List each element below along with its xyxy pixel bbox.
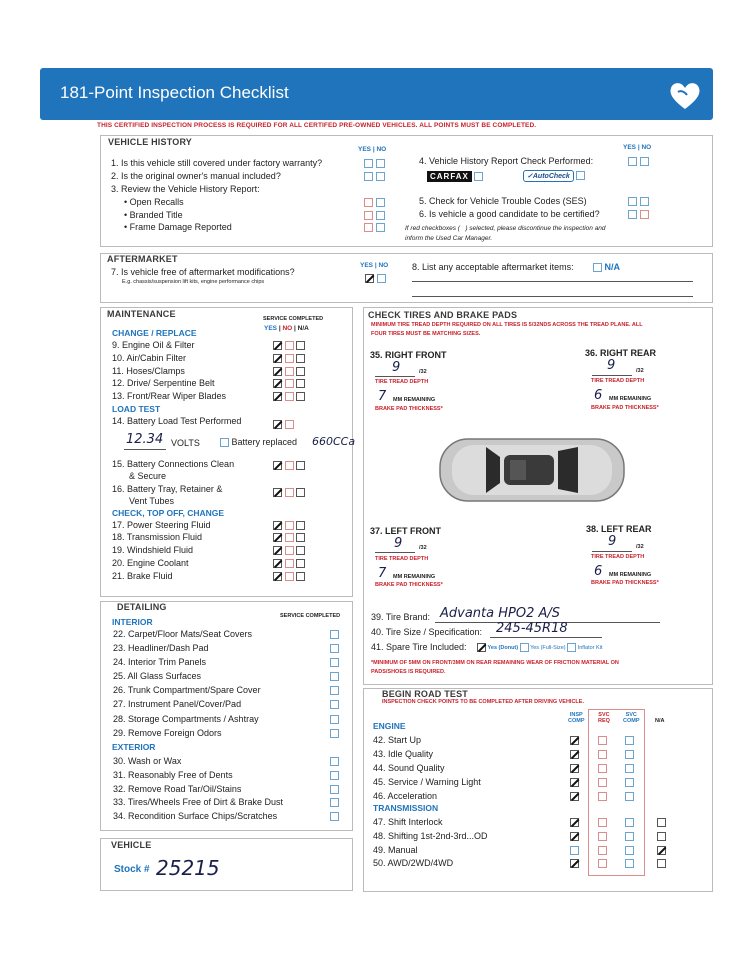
item18-no[interactable] bbox=[285, 533, 294, 542]
detail-item-34: 34. Recondition Surface Chips/Scratches bbox=[113, 811, 278, 821]
maint-na-header: N/A bbox=[297, 325, 309, 332]
rf-ttd-label: TIRE TREAD DEPTH bbox=[375, 379, 429, 385]
svc-comp-header-2: COMP bbox=[623, 718, 640, 724]
maint-service-completed: SERVICE COMPLETED bbox=[263, 316, 324, 322]
item42-svccomp[interactable] bbox=[625, 736, 634, 745]
item18-yes[interactable] bbox=[273, 533, 282, 542]
rt-item-49: 49. Manual bbox=[373, 845, 418, 855]
red-note-line1: If red checkboxes ( ) selected, please discontinue the inspection and bbox=[405, 225, 606, 232]
tire-size-value[interactable]: 245-45R18 bbox=[496, 621, 568, 636]
spare-full-label: Yes (Full-Size) bbox=[530, 644, 566, 651]
item45-insp[interactable] bbox=[570, 778, 579, 787]
item29-checkbox[interactable] bbox=[330, 729, 339, 738]
item11-no[interactable] bbox=[285, 367, 294, 376]
rf-mm: MM REMAINING bbox=[393, 397, 436, 403]
detail-item-28: 28. Storage Compartments / Ashtray bbox=[113, 714, 259, 724]
road-test-heading: BEGIN ROAD TEST bbox=[382, 689, 469, 699]
item25-checkbox[interactable] bbox=[330, 672, 339, 681]
rt-item-45: 45. Service / Warning Light bbox=[373, 777, 481, 787]
lf-mm: MM REMAINING bbox=[393, 574, 436, 580]
item14-yes[interactable] bbox=[273, 420, 282, 429]
item9-yes[interactable] bbox=[273, 341, 282, 350]
item44-svcreq[interactable] bbox=[598, 764, 607, 773]
q8-label: 8. List any acceptable aftermarket items: bbox=[412, 262, 574, 272]
lf-tread-value[interactable]: 9 bbox=[394, 536, 403, 551]
q1-label: 1. Is this vehicle still covered under factory warranty? bbox=[111, 158, 323, 168]
rf-brake-value[interactable]: 7 bbox=[378, 389, 387, 404]
item44-svccomp[interactable] bbox=[625, 764, 634, 773]
lf-tread-line bbox=[375, 552, 415, 553]
item48-svcreq[interactable] bbox=[598, 832, 607, 841]
item27-checkbox[interactable] bbox=[330, 700, 339, 709]
q39-label: 39. Tire Brand: bbox=[371, 612, 431, 622]
q8-na-checkbox[interactable] bbox=[593, 263, 602, 272]
item19-na[interactable] bbox=[296, 546, 305, 555]
insp-header: INSP bbox=[569, 712, 583, 718]
lr-of32: /32 bbox=[636, 544, 644, 550]
aftermarket-heading: AFTERMARKET bbox=[107, 254, 178, 264]
maint-item-16: 16. Battery Tray, Retainer & bbox=[112, 484, 223, 494]
q4-no-checkbox[interactable] bbox=[640, 157, 649, 166]
detail-item-33: 33. Tires/Wheels Free of Dirt & Brake Dust bbox=[113, 797, 284, 807]
item43-svcreq[interactable] bbox=[598, 750, 607, 759]
heart-logo-icon bbox=[667, 78, 703, 114]
certification-warning: THIS CERTIFIED INSPECTION PROCESS IS REQUIRED FOR ALL CERTIFED PRE-OWNED VEHICLES. ALL POINTS MUST BE COMPLETED. bbox=[97, 122, 537, 129]
lr-bpt-label: BRAKE PAD THICKNESS* bbox=[591, 580, 659, 586]
item14-no[interactable] bbox=[285, 420, 294, 429]
no-header: NO bbox=[376, 146, 387, 153]
transmission-heading: TRANSMISSION bbox=[373, 803, 439, 813]
detail-item-22: 22. Carpet/Floor Mats/Seat Covers bbox=[113, 629, 253, 639]
item42-svcreq[interactable] bbox=[598, 736, 607, 745]
q7-yes-checkbox[interactable] bbox=[365, 274, 374, 283]
maint-item-19: 19. Windshield Fluid bbox=[112, 545, 194, 555]
rt-item-48: 48. Shifting 1st-2nd-3rd...OD bbox=[373, 831, 488, 841]
item49-svccomp[interactable] bbox=[625, 846, 634, 855]
lf-of32: /32 bbox=[419, 545, 427, 551]
rf-tread-value[interactable]: 9 bbox=[392, 360, 401, 375]
item10-yes[interactable] bbox=[273, 354, 282, 363]
rr-bpt-label: BRAKE PAD THICKNESS* bbox=[591, 405, 659, 411]
right-rear-label: 36. RIGHT REAR bbox=[585, 348, 657, 358]
maint-item-21: 21. Brake Fluid bbox=[112, 571, 173, 581]
item19-no[interactable] bbox=[285, 546, 294, 555]
maint-item-14: 14. Battery Load Test Performed bbox=[112, 416, 242, 426]
item47-insp[interactable] bbox=[570, 818, 579, 827]
min-pad-note-1: *MINIMUM OF 5MM ON FRONT/3MM ON REAR REMAINING WEAR OF FRICTION MATERIAL ON bbox=[371, 660, 619, 666]
rr-ttd-label: TIRE TREAD DEPTH bbox=[591, 378, 645, 384]
maint-no-header: NO bbox=[282, 325, 293, 332]
q7-no-checkbox[interactable] bbox=[377, 274, 386, 283]
item23-checkbox[interactable] bbox=[330, 644, 339, 653]
rr-brake-value[interactable]: 6 bbox=[594, 388, 603, 403]
autocheck-checkbox[interactable] bbox=[576, 171, 585, 180]
req-header: REQ bbox=[598, 718, 610, 724]
frame-yes-checkbox[interactable] bbox=[364, 223, 373, 232]
q8-na-label: N/A bbox=[604, 262, 621, 272]
item28-checkbox[interactable] bbox=[330, 715, 339, 724]
q2-no-checkbox[interactable] bbox=[376, 172, 385, 181]
recalls-yes-checkbox[interactable] bbox=[364, 198, 373, 207]
item9-na[interactable] bbox=[296, 341, 305, 350]
vehicle-history-heading: VEHICLE HISTORY bbox=[108, 137, 193, 147]
item20-na[interactable] bbox=[296, 559, 305, 568]
am-yes-header: YES bbox=[360, 262, 374, 269]
maintenance-heading: MAINTENANCE bbox=[107, 309, 176, 319]
rr-mm: MM REMAINING bbox=[609, 396, 652, 402]
min-pad-note-2: PADS/SHOES IS REQUIRED. bbox=[371, 669, 446, 675]
rt-na-header: N/A bbox=[655, 718, 665, 724]
item50-svccomp[interactable] bbox=[625, 859, 634, 868]
item48-insp[interactable] bbox=[570, 832, 579, 841]
lf-ttd-label: TIRE TREAD DEPTH bbox=[375, 556, 429, 562]
yes-header-right: YES bbox=[623, 144, 637, 151]
item12-no[interactable] bbox=[285, 379, 294, 388]
battery-replaced-checkbox[interactable] bbox=[220, 438, 229, 447]
item16-no[interactable] bbox=[285, 488, 294, 497]
rf-tread-line bbox=[375, 376, 415, 377]
item15-yes[interactable] bbox=[273, 461, 282, 470]
rr-tread-value[interactable]: 9 bbox=[607, 358, 616, 373]
spare-donut-checkbox[interactable] bbox=[477, 643, 486, 652]
item15-na[interactable] bbox=[296, 461, 305, 470]
q5-label: 5. Check for Vehicle Trouble Codes (SES) bbox=[419, 196, 587, 206]
item46-insp[interactable] bbox=[570, 792, 579, 801]
detail-service-completed: SERVICE COMPLETED bbox=[280, 613, 341, 619]
detail-item-27: 27. Instrument Panel/Cover/Pad bbox=[113, 699, 242, 709]
check-topoff-heading: CHECK, TOP OFF, CHANGE bbox=[112, 508, 225, 518]
q3-label: 3. Review the Vehicle History Report: bbox=[111, 184, 260, 194]
item34-checkbox[interactable] bbox=[330, 812, 339, 821]
rt-item-47: 47. Shift Interlock bbox=[373, 817, 443, 827]
frame-damage-label: • Frame Damage Reported bbox=[124, 222, 232, 232]
red-note-line2: inform the Used Car Manager. bbox=[405, 235, 493, 242]
branded-no-checkbox[interactable] bbox=[376, 211, 385, 220]
tires-brakes-heading: CHECK TIRES AND BRAKE PADS bbox=[368, 310, 518, 320]
rt-item-43: 43. Idle Quality bbox=[373, 749, 434, 759]
item11-na[interactable] bbox=[296, 367, 305, 376]
item11-yes[interactable] bbox=[273, 367, 282, 376]
insp-comp-header: COMP bbox=[568, 718, 585, 724]
detail-item-30: 30. Wash or Wax bbox=[113, 756, 182, 766]
item15-no[interactable] bbox=[285, 461, 294, 470]
item47-svccomp[interactable] bbox=[625, 818, 634, 827]
svc-req-header: SVC bbox=[598, 712, 610, 718]
item12-yes[interactable] bbox=[273, 379, 282, 388]
item46-svcreq[interactable] bbox=[598, 792, 607, 801]
branded-yes-checkbox[interactable] bbox=[364, 211, 373, 220]
maint-item-15b: & Secure bbox=[129, 471, 167, 481]
item48-na[interactable] bbox=[657, 832, 666, 841]
carfax-checkbox[interactable] bbox=[474, 172, 483, 181]
branded-title-label: • Branded Title bbox=[124, 210, 183, 220]
q7-example: E.g. chassis/suspension lift kits, engine performance chips bbox=[122, 279, 265, 285]
item48-svccomp[interactable] bbox=[625, 832, 634, 841]
item33-checkbox[interactable] bbox=[330, 798, 339, 807]
item47-na[interactable] bbox=[657, 818, 666, 827]
item32-checkbox[interactable] bbox=[330, 785, 339, 794]
item19-yes[interactable] bbox=[273, 546, 282, 555]
exterior-heading: EXTERIOR bbox=[112, 742, 156, 752]
tire-brand-value[interactable]: Advanta HPO2 A/S bbox=[440, 606, 561, 621]
item20-no[interactable] bbox=[285, 559, 294, 568]
q4-label: 4. Vehicle History Report Check Performed: bbox=[419, 156, 594, 166]
autocheck-logo: ✓AutoCheck bbox=[523, 170, 574, 182]
detail-item-29: 29. Remove Foreign Odors bbox=[113, 728, 222, 738]
q6-no-checkbox[interactable] bbox=[640, 210, 649, 219]
rf-of32: /32 bbox=[419, 369, 427, 375]
item47-svcreq[interactable] bbox=[598, 818, 607, 827]
q7-label: 7. Is vehicle free of aftermarket modifications? bbox=[111, 267, 295, 277]
maint-item-10: 10. Air/Cabin Filter bbox=[112, 353, 187, 363]
item49-na[interactable] bbox=[657, 846, 666, 855]
yes-header: YES bbox=[358, 146, 372, 153]
item43-insp[interactable] bbox=[570, 750, 579, 759]
aftermarket-line-1[interactable] bbox=[412, 281, 693, 282]
maint-item-11: 11. Hoses/Clamps bbox=[112, 366, 185, 376]
maint-item-12: 12. Drive/ Serpentine Belt bbox=[112, 378, 215, 388]
load-test-heading: LOAD TEST bbox=[112, 404, 161, 414]
rf-bpt-label: BRAKE PAD THICKNESS* bbox=[375, 406, 443, 412]
no-header-right: NO bbox=[641, 144, 652, 151]
q2-yes-checkbox[interactable] bbox=[364, 172, 373, 181]
rt-item-44: 44. Sound Quality bbox=[373, 763, 445, 773]
q5-yes-checkbox[interactable] bbox=[628, 197, 637, 206]
item17-yes[interactable] bbox=[273, 521, 282, 530]
rt-item-46: 46. Acceleration bbox=[373, 791, 438, 801]
item21-yes[interactable] bbox=[273, 572, 282, 581]
item50-svcreq[interactable] bbox=[598, 859, 607, 868]
item50-insp[interactable] bbox=[570, 859, 579, 868]
item49-insp[interactable] bbox=[570, 846, 579, 855]
maint-yes-header: YES bbox=[264, 325, 278, 332]
rt-item-50: 50. AWD/2WD/4WD bbox=[373, 858, 454, 868]
tread-note-2: FOUR TIRES MUST BE MATCHING SIZES. bbox=[371, 331, 481, 337]
lr-brake-value[interactable]: 6 bbox=[594, 564, 603, 579]
item13-no[interactable] bbox=[285, 392, 294, 401]
maint-item-17: 17. Power Steering Fluid bbox=[112, 520, 211, 530]
open-recalls-label: • Open Recalls bbox=[124, 197, 184, 207]
rt-item-42: 42. Start Up bbox=[373, 735, 422, 745]
volts-label: VOLTS bbox=[171, 438, 200, 448]
item9-no[interactable] bbox=[285, 341, 294, 350]
item21-no[interactable] bbox=[285, 572, 294, 581]
header-bar bbox=[40, 68, 713, 120]
vehicle-heading: VEHICLE bbox=[111, 840, 152, 850]
page-title: 181-Point Inspection Checklist bbox=[60, 83, 289, 102]
item18-na[interactable] bbox=[296, 533, 305, 542]
maint-item-20: 20. Engine Coolant bbox=[112, 558, 189, 568]
item50-na[interactable] bbox=[657, 859, 666, 868]
rr-tread-line bbox=[592, 375, 632, 376]
rr-of32: /32 bbox=[636, 368, 644, 374]
lr-ttd-label: TIRE TREAD DEPTH bbox=[591, 554, 645, 560]
q1-no-checkbox[interactable] bbox=[376, 159, 385, 168]
stock-number-value[interactable]: 25215 bbox=[156, 856, 220, 880]
item30-checkbox[interactable] bbox=[330, 757, 339, 766]
item42-insp[interactable] bbox=[570, 736, 579, 745]
interior-heading: INTERIOR bbox=[112, 617, 153, 627]
detail-item-32: 32. Remove Road Tar/Oil/Stains bbox=[113, 784, 242, 794]
inflator-kit-label: Inflator Kit bbox=[577, 644, 603, 651]
item16-yes[interactable] bbox=[273, 488, 282, 497]
battery-replaced-value[interactable]: 660CCa bbox=[312, 435, 356, 448]
item20-yes[interactable] bbox=[273, 559, 282, 568]
maint-item-18: 18. Transmission Fluid bbox=[112, 532, 203, 542]
item17-na[interactable] bbox=[296, 521, 305, 530]
volts-underline bbox=[124, 449, 166, 450]
lr-tread-line bbox=[592, 551, 632, 552]
detail-item-26: 26. Trunk Compartment/Spare Cover bbox=[113, 685, 261, 695]
detailing-heading: DETAILING bbox=[117, 602, 167, 612]
maint-item-16b: Vent Tubes bbox=[129, 496, 175, 506]
spare-full-checkbox[interactable] bbox=[520, 643, 529, 652]
detail-item-24: 24. Interior Trim Panels bbox=[113, 657, 207, 667]
q1-yes-checkbox[interactable] bbox=[364, 159, 373, 168]
item17-no[interactable] bbox=[285, 521, 294, 530]
detail-item-25: 25. All Glass Surfaces bbox=[113, 671, 202, 681]
q6-yes-checkbox[interactable] bbox=[628, 210, 637, 219]
item16-na[interactable] bbox=[296, 488, 305, 497]
detail-item-31: 31. Reasonably Free of Dents bbox=[113, 770, 233, 780]
left-rear-label: 38. LEFT REAR bbox=[586, 524, 652, 534]
item31-checkbox[interactable] bbox=[330, 771, 339, 780]
q40-label: 40. Tire Size / Specification: bbox=[371, 627, 483, 637]
change-replace-heading: CHANGE / REPLACE bbox=[112, 328, 197, 338]
q4-yes-checkbox[interactable] bbox=[628, 157, 637, 166]
item21-na[interactable] bbox=[296, 572, 305, 581]
item43-svccomp[interactable] bbox=[625, 750, 634, 759]
left-front-label: 37. LEFT FRONT bbox=[370, 526, 442, 536]
lr-tread-value[interactable]: 9 bbox=[608, 534, 617, 549]
q41-label: 41. Spare Tire Included: bbox=[371, 642, 467, 652]
item12-na[interactable] bbox=[296, 379, 305, 388]
detail-item-23: 23. Headliner/Dash Pad bbox=[113, 643, 209, 653]
lr-mm: MM REMAINING bbox=[609, 572, 652, 578]
lf-bpt-label: BRAKE PAD THICKNESS* bbox=[375, 582, 443, 588]
spare-donut-label: Yes (Donut) bbox=[487, 644, 519, 651]
q2-label: 2. Is the original owner's manual included? bbox=[111, 171, 281, 181]
item24-checkbox[interactable] bbox=[330, 658, 339, 667]
tire-size-line bbox=[490, 637, 602, 638]
tread-note-1: MINIMUM TIRE TREAD DEPTH REQUIRED ON ALL TIRES IS 5/32NDS ACROSS THE TREAD PLANE. ALL bbox=[371, 322, 643, 328]
lf-brake-value[interactable]: 7 bbox=[378, 566, 387, 581]
stock-label: Stock # bbox=[114, 864, 150, 875]
item13-yes[interactable] bbox=[273, 392, 282, 401]
inflator-kit-checkbox[interactable] bbox=[567, 643, 576, 652]
maint-item-15: 15. Battery Connections Clean bbox=[112, 459, 235, 469]
item49-svcreq[interactable] bbox=[598, 846, 607, 855]
aftermarket-line-2[interactable] bbox=[412, 296, 693, 297]
svc-column-box bbox=[588, 709, 645, 876]
road-test-note: INSPECTION CHECK POINTS TO BE COMPLETED AFTER DRIVING VEHICLE. bbox=[382, 699, 584, 705]
frame-no-checkbox[interactable] bbox=[376, 223, 385, 232]
item46-svccomp[interactable] bbox=[625, 792, 634, 801]
right-front-label: 35. RIGHT FRONT bbox=[370, 350, 447, 360]
item13-na[interactable] bbox=[296, 392, 305, 401]
item45-svcreq[interactable] bbox=[598, 778, 607, 787]
maint-item-13: 13. Front/Rear Wiper Blades bbox=[112, 391, 227, 401]
q5-no-checkbox[interactable] bbox=[640, 197, 649, 206]
item44-insp[interactable] bbox=[570, 764, 579, 773]
q6-label: 6. Is vehicle a good candidate to be certified? bbox=[419, 209, 600, 219]
carfax-logo: CARFAX bbox=[427, 171, 472, 182]
volts-value[interactable]: 12.34 bbox=[126, 432, 164, 447]
am-no-header: NO bbox=[378, 262, 389, 269]
car-top-view-icon bbox=[438, 433, 626, 507]
recalls-no-checkbox[interactable] bbox=[376, 198, 385, 207]
item10-no[interactable] bbox=[285, 354, 294, 363]
item26-checkbox[interactable] bbox=[330, 686, 339, 695]
item45-svccomp[interactable] bbox=[625, 778, 634, 787]
svc-comp-header: SVC bbox=[625, 712, 637, 718]
item10-na[interactable] bbox=[296, 354, 305, 363]
engine-heading: ENGINE bbox=[373, 721, 406, 731]
battery-replaced-label: Battery replaced bbox=[231, 437, 298, 447]
item22-checkbox[interactable] bbox=[330, 630, 339, 639]
maint-item-9: 9. Engine Oil & Filter bbox=[112, 340, 195, 350]
